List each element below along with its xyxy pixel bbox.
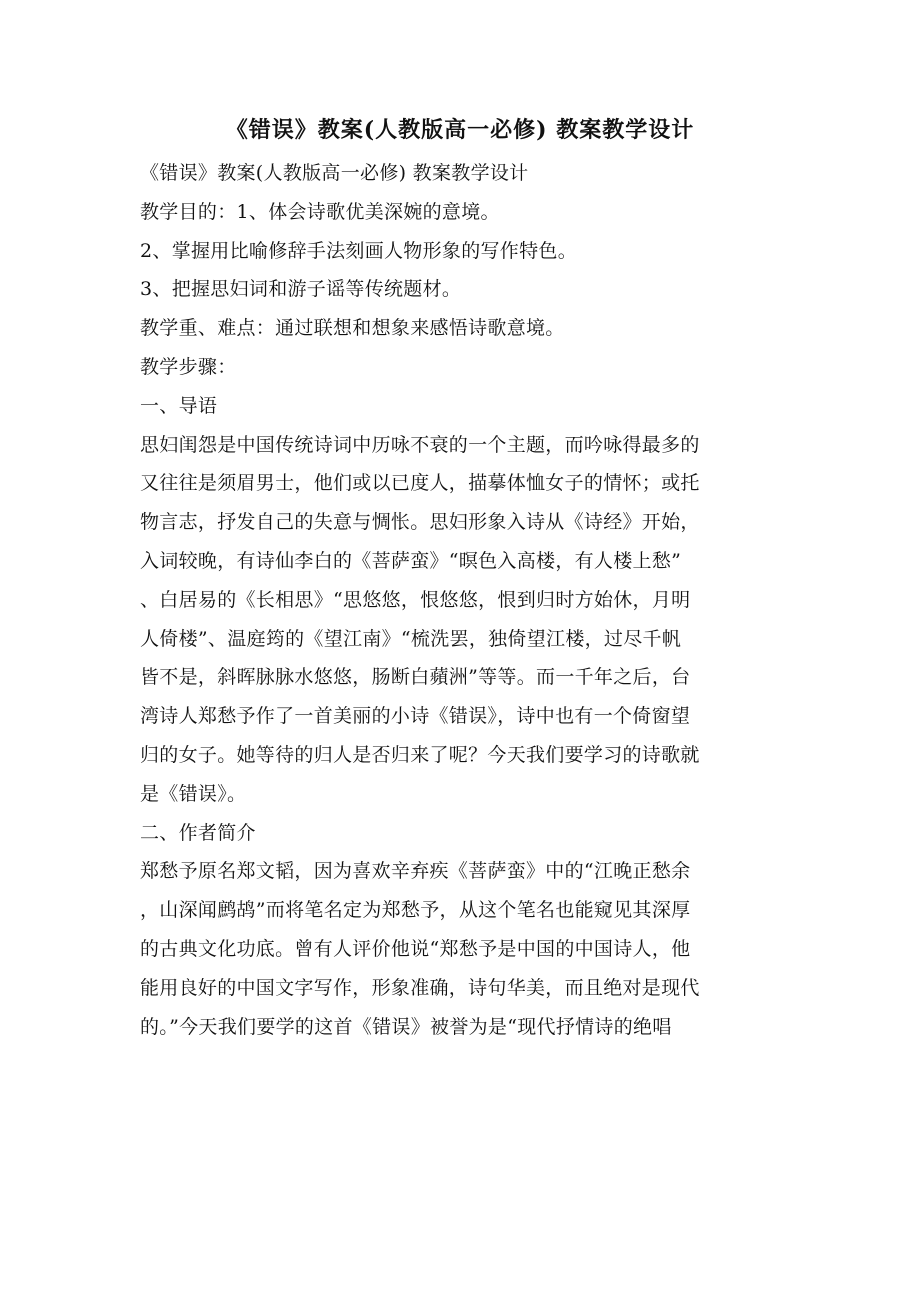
section-heading: 一、导语 (140, 394, 218, 417)
text-line: 《错误》教案(人教版高一必修) 教案教学设计 (140, 162, 529, 184)
text-line: 教学步骤： (140, 355, 237, 378)
text-line: 思妇闺怨是中国传统诗词中历咏不衰的一个主题，而吟咏得最多的 (140, 433, 700, 456)
text-line: 归的女子。她等待的归人是否归来了呢？今天我们要学习的诗歌就 (140, 743, 700, 766)
text-line: 又往往是须眉男士，他们或以已度人，描摹体恤女子的情怀；或托 (140, 472, 700, 495)
document-body (140, 154, 780, 1046)
text-line: 物言志，抒发自己的失意与惆怅。思妇形象入诗从《诗经》开始， (140, 511, 700, 534)
text-line: 2、掌握用比喻修辞手法刻画人物形象的写作特色。 (140, 239, 577, 262)
text-line: 是《错误》。 (140, 782, 247, 805)
document-title: 《错误》教案(人教版高一必修) 教案教学设计 (225, 117, 695, 143)
text-line: 人倚楼”、温庭筠的《望江南》“梳洗罢，独倚望江楼，过尽千帆 (140, 627, 682, 650)
text-line: 能用良好的中国文字写作，形象准确，诗句华美，而且绝对是现代 (140, 976, 700, 999)
text-line: 郑愁予原名郑文韬，因为喜欢辛弃疾《菩萨蛮》中的“江晚正愁余 (140, 860, 691, 883)
section-heading: 二、作者简介 (140, 821, 256, 844)
text-line: 教学重、难点：通过联想和想象来感悟诗歌意境。 (140, 317, 565, 340)
text-line: 的古典文化功底。曾有人评价他说“郑愁予是中国的中国诗人，他 (140, 937, 691, 960)
text-line: 入词较晚，有诗仙李白的《菩萨蛮》“暝色入高楼，有人楼上愁” (140, 549, 682, 572)
text-line: 教学目的：1、体会诗歌优美深婉的意境。 (140, 200, 500, 223)
text-line: 3、把握思妇词和游子谣等传统题材。 (140, 278, 462, 301)
text-line: 的。”今天我们要学的这首《错误》被誉为是“现代抒情诗的绝唱 (140, 1015, 672, 1038)
text-line: 皆不是，斜晖脉脉水悠悠，肠断白蘋洲”等等。而一千年之后，台 (140, 666, 691, 689)
text-line: 、白居易的《长相思》“思悠悠，恨悠悠，恨到归时方始休，月明 (140, 588, 691, 611)
text-line: ，山深闻鹧鸪”而将笔名定为郑愁予，从这个笔名也能窥见其深厚 (140, 899, 691, 922)
text-line: 湾诗人郑愁予作了一首美丽的小诗《错误》，诗中也有一个倚窗望 (140, 705, 691, 728)
